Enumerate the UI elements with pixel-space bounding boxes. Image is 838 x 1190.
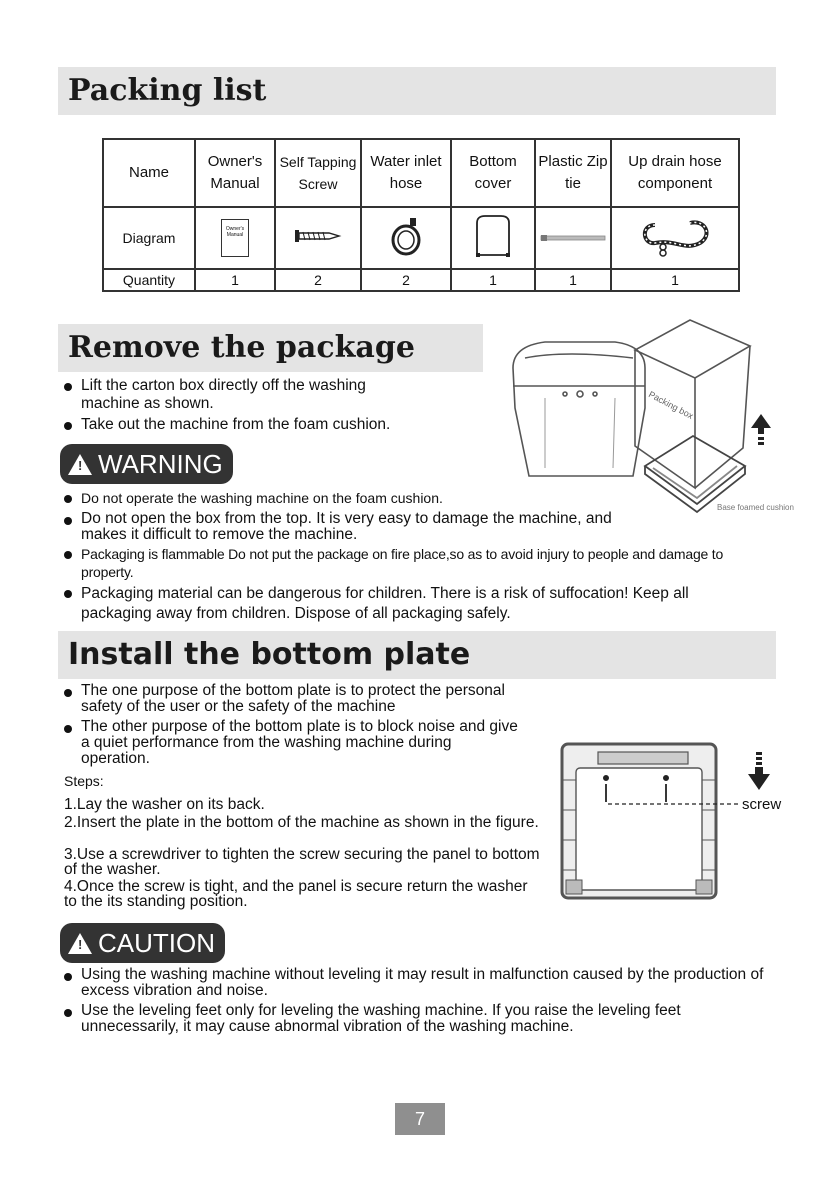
cover-diagram (451, 207, 535, 269)
table-header-cell: Up drain hose component (611, 139, 739, 207)
zip-tie-icon (540, 233, 606, 243)
quantity-cell: 2 (275, 269, 361, 291)
table-header-row (103, 139, 739, 207)
caution-triangle-icon: ! (68, 933, 92, 954)
step-item: 3.Use a screwdriver to tighten the screw securing the panel to bottom of the washer. (64, 846, 540, 878)
section-title: Packing list (68, 73, 267, 108)
manual-diagram (195, 207, 275, 269)
table-header-cell: Self Tapping Screw (275, 139, 361, 207)
table-header-cell: Owner's Manual (195, 139, 275, 207)
hose-diagram (361, 207, 451, 269)
table-header-cell: Plastic Zip tie (535, 139, 611, 207)
section-header-remove (58, 324, 483, 372)
quantity-label: Quantity (103, 269, 195, 291)
table-diagram-row (103, 207, 739, 269)
remove-bullet: Lift the carton box directly off the washing machine as shown. (64, 377, 394, 413)
packing-table (102, 138, 740, 292)
warning-bullet: Packaging material can be dangerous for children. There is a risk of suffocation! Keep all packaging away from children. Dispose of all packaging safely. (64, 584, 714, 624)
down-arrow-icon (748, 752, 770, 790)
manual-icon: Owner's Manual (221, 219, 249, 257)
packing-box-illustration (635, 320, 750, 488)
table-header-cell: Bottom cover (451, 139, 535, 207)
water-hose-icon (386, 214, 426, 258)
lift-up-arrow-icon (751, 414, 771, 445)
caution-bullet: Using the washing machine without leveling it may result in malfunction caused by the production of excess vibration and noise. (64, 967, 764, 999)
screw-diagram (275, 207, 361, 269)
screw-label: screw (742, 796, 782, 813)
section-title: Remove the package (68, 330, 415, 365)
table-header-cell: Name (103, 139, 195, 207)
step-item: 2.Insert the plate in the bottom of the machine as shown in the figure. (64, 814, 539, 831)
warning-bullet: Do not open the box from the top. It is very easy to damage the machine, and makes it difficult to remove the machine. (64, 511, 634, 543)
step-item: 4.Once the screw is tight, and the panel is secure return the washer to the its standing position. (64, 878, 528, 910)
cushion-label: Base foamed cushion (717, 503, 794, 512)
warning-triangle-icon: ! (68, 454, 92, 475)
quantity-cell: 1 (195, 269, 275, 291)
step-item: 1.Lay the washer on its back. (64, 796, 265, 813)
quantity-cell: 1 (611, 269, 739, 291)
bottom-plate-figure (558, 740, 808, 905)
install-bullet: The other purpose of the bottom plate is to block noise and give a quiet performance from the washing machine during operation. (64, 719, 524, 767)
warning-badge (60, 444, 233, 484)
screw-icon (293, 227, 343, 245)
remove-bullet: Take out the machine from the foam cushion. (64, 416, 484, 434)
drain-hose-icon (635, 213, 715, 259)
bottom-cover-icon (473, 213, 513, 259)
quantity-cell: 2 (361, 269, 451, 291)
warning-bullet: Packaging is flammable Do not put the package on fire place,so as to avoid injury to people and damage to property. (64, 545, 754, 581)
warning-bullet: Do not operate the washing machine on the foam cushion. (64, 489, 624, 507)
caution-bullet: Use the leveling feet only for leveling the washing machine. If you raise the leveling feet unnecessarily, it may cause abnormal vibration of the washing machine. (64, 1003, 774, 1035)
install-bullet: The one purpose of the bottom plate is to protect the personal safety of the user or the safety of the machine (64, 683, 514, 715)
section-title: Install the bottom plate (68, 637, 471, 672)
zip-tie-diagram (535, 207, 611, 269)
quantity-cell: 1 (451, 269, 535, 291)
steps-label: Steps: (64, 773, 104, 789)
diagram-label: Diagram (103, 207, 195, 269)
table-quantity-row (103, 269, 739, 291)
washer-illustration (513, 342, 645, 476)
section-header-packing (58, 67, 776, 115)
caution-label: CAUTION (98, 928, 215, 958)
caution-badge (60, 923, 225, 963)
table-header-cell: Water inlet hose (361, 139, 451, 207)
drain-hose-diagram (611, 207, 739, 269)
warning-label: WARNING (98, 449, 223, 479)
washer-bottom-illustration (562, 744, 716, 898)
section-header-install (58, 631, 776, 679)
quantity-cell: 1 (535, 269, 611, 291)
page-number: 7 (395, 1103, 445, 1135)
box-label: Packing box (646, 389, 695, 422)
